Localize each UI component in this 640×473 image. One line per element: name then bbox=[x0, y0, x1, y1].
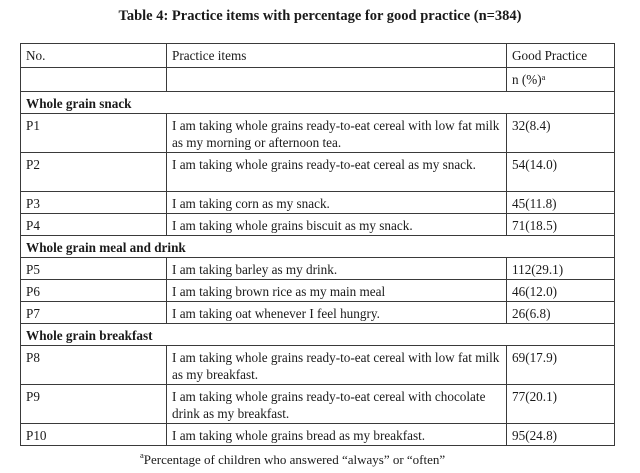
cell-practice-item: I am taking whole grains ready-to-eat cereal with low fat milk as my morning or afternoon tea. bbox=[167, 114, 507, 153]
section-row bbox=[21, 92, 615, 114]
footnote-superscript: a bbox=[140, 450, 144, 460]
cell-item-number: P3 bbox=[21, 192, 167, 214]
practice-table bbox=[20, 43, 615, 446]
section-title: Whole grain breakfast bbox=[21, 324, 615, 346]
cell-practice-item: I am taking whole grains bread as my breakfast. bbox=[167, 424, 507, 446]
cell-practice-item: I am taking whole grains ready-to-eat cereal with chocolate drink as my breakfast. bbox=[167, 385, 507, 424]
cell-item-number: P5 bbox=[21, 258, 167, 280]
cell-good-practice: 26(6.8) bbox=[507, 302, 615, 324]
cell-practice-item: I am taking whole grains ready-to-eat cereal with low fat milk as my breakfast. bbox=[167, 346, 507, 385]
cell-good-practice: 112(29.1) bbox=[507, 258, 615, 280]
table-body bbox=[21, 44, 615, 446]
cell-good-practice: 95(24.8) bbox=[507, 424, 615, 446]
header-practice-items: Practice items bbox=[167, 44, 507, 68]
cell-item-number: P10 bbox=[21, 424, 167, 446]
cell-practice-item: I am taking oat whenever I feel hungry. bbox=[167, 302, 507, 324]
section-title: Whole grain snack bbox=[21, 92, 615, 114]
section-row bbox=[21, 324, 615, 346]
table-row bbox=[21, 214, 615, 236]
cell-item-number: P7 bbox=[21, 302, 167, 324]
header-unit-empty-2 bbox=[167, 68, 507, 92]
table-row bbox=[21, 114, 615, 153]
table-row bbox=[21, 385, 615, 424]
header-unit-superscript: a bbox=[541, 72, 546, 82]
section-row bbox=[21, 236, 615, 258]
cell-good-practice: 32(8.4) bbox=[507, 114, 615, 153]
cell-good-practice: 45(11.8) bbox=[507, 192, 615, 214]
cell-good-practice: 71(18.5) bbox=[507, 214, 615, 236]
table-row bbox=[21, 153, 615, 192]
header-unit-row bbox=[21, 68, 615, 92]
cell-item-number: P4 bbox=[21, 214, 167, 236]
cell-practice-item: I am taking whole grains biscuit as my snack. bbox=[167, 214, 507, 236]
table-row bbox=[21, 424, 615, 446]
cell-item-number: P8 bbox=[21, 346, 167, 385]
cell-good-practice: 69(17.9) bbox=[507, 346, 615, 385]
cell-practice-item: I am taking whole grains ready-to-eat cereal as my snack. bbox=[167, 153, 507, 192]
header-unit-text: n (%) bbox=[512, 72, 542, 87]
header-row bbox=[21, 44, 615, 68]
cell-good-practice: 46(12.0) bbox=[507, 280, 615, 302]
table-row bbox=[21, 280, 615, 302]
cell-practice-item: I am taking barley as my drink. bbox=[167, 258, 507, 280]
table-row bbox=[21, 346, 615, 385]
cell-practice-item: I am taking brown rice as my main meal bbox=[167, 280, 507, 302]
cell-good-practice: 54(14.0) bbox=[507, 153, 615, 192]
header-no: No. bbox=[21, 44, 167, 68]
header-unit-empty-1 bbox=[21, 68, 167, 92]
cell-good-practice: 77(20.1) bbox=[507, 385, 615, 424]
table-row bbox=[21, 302, 615, 324]
cell-item-number: P6 bbox=[21, 280, 167, 302]
header-unit bbox=[507, 68, 615, 92]
table-caption: Table 4: Practice items with percentage for good practice (n=384) bbox=[118, 8, 522, 24]
footnote-text: Percentage of children who answered “always” or “often” bbox=[143, 452, 446, 467]
section-title: Whole grain meal and drink bbox=[21, 236, 615, 258]
table-row bbox=[21, 192, 615, 214]
table-footnote bbox=[140, 452, 445, 468]
header-good-practice: Good Practice bbox=[507, 44, 615, 68]
cell-item-number: P2 bbox=[21, 153, 167, 192]
table-row bbox=[21, 258, 615, 280]
cell-item-number: P1 bbox=[21, 114, 167, 153]
cell-practice-item: I am taking corn as my snack. bbox=[167, 192, 507, 214]
cell-item-number: P9 bbox=[21, 385, 167, 424]
